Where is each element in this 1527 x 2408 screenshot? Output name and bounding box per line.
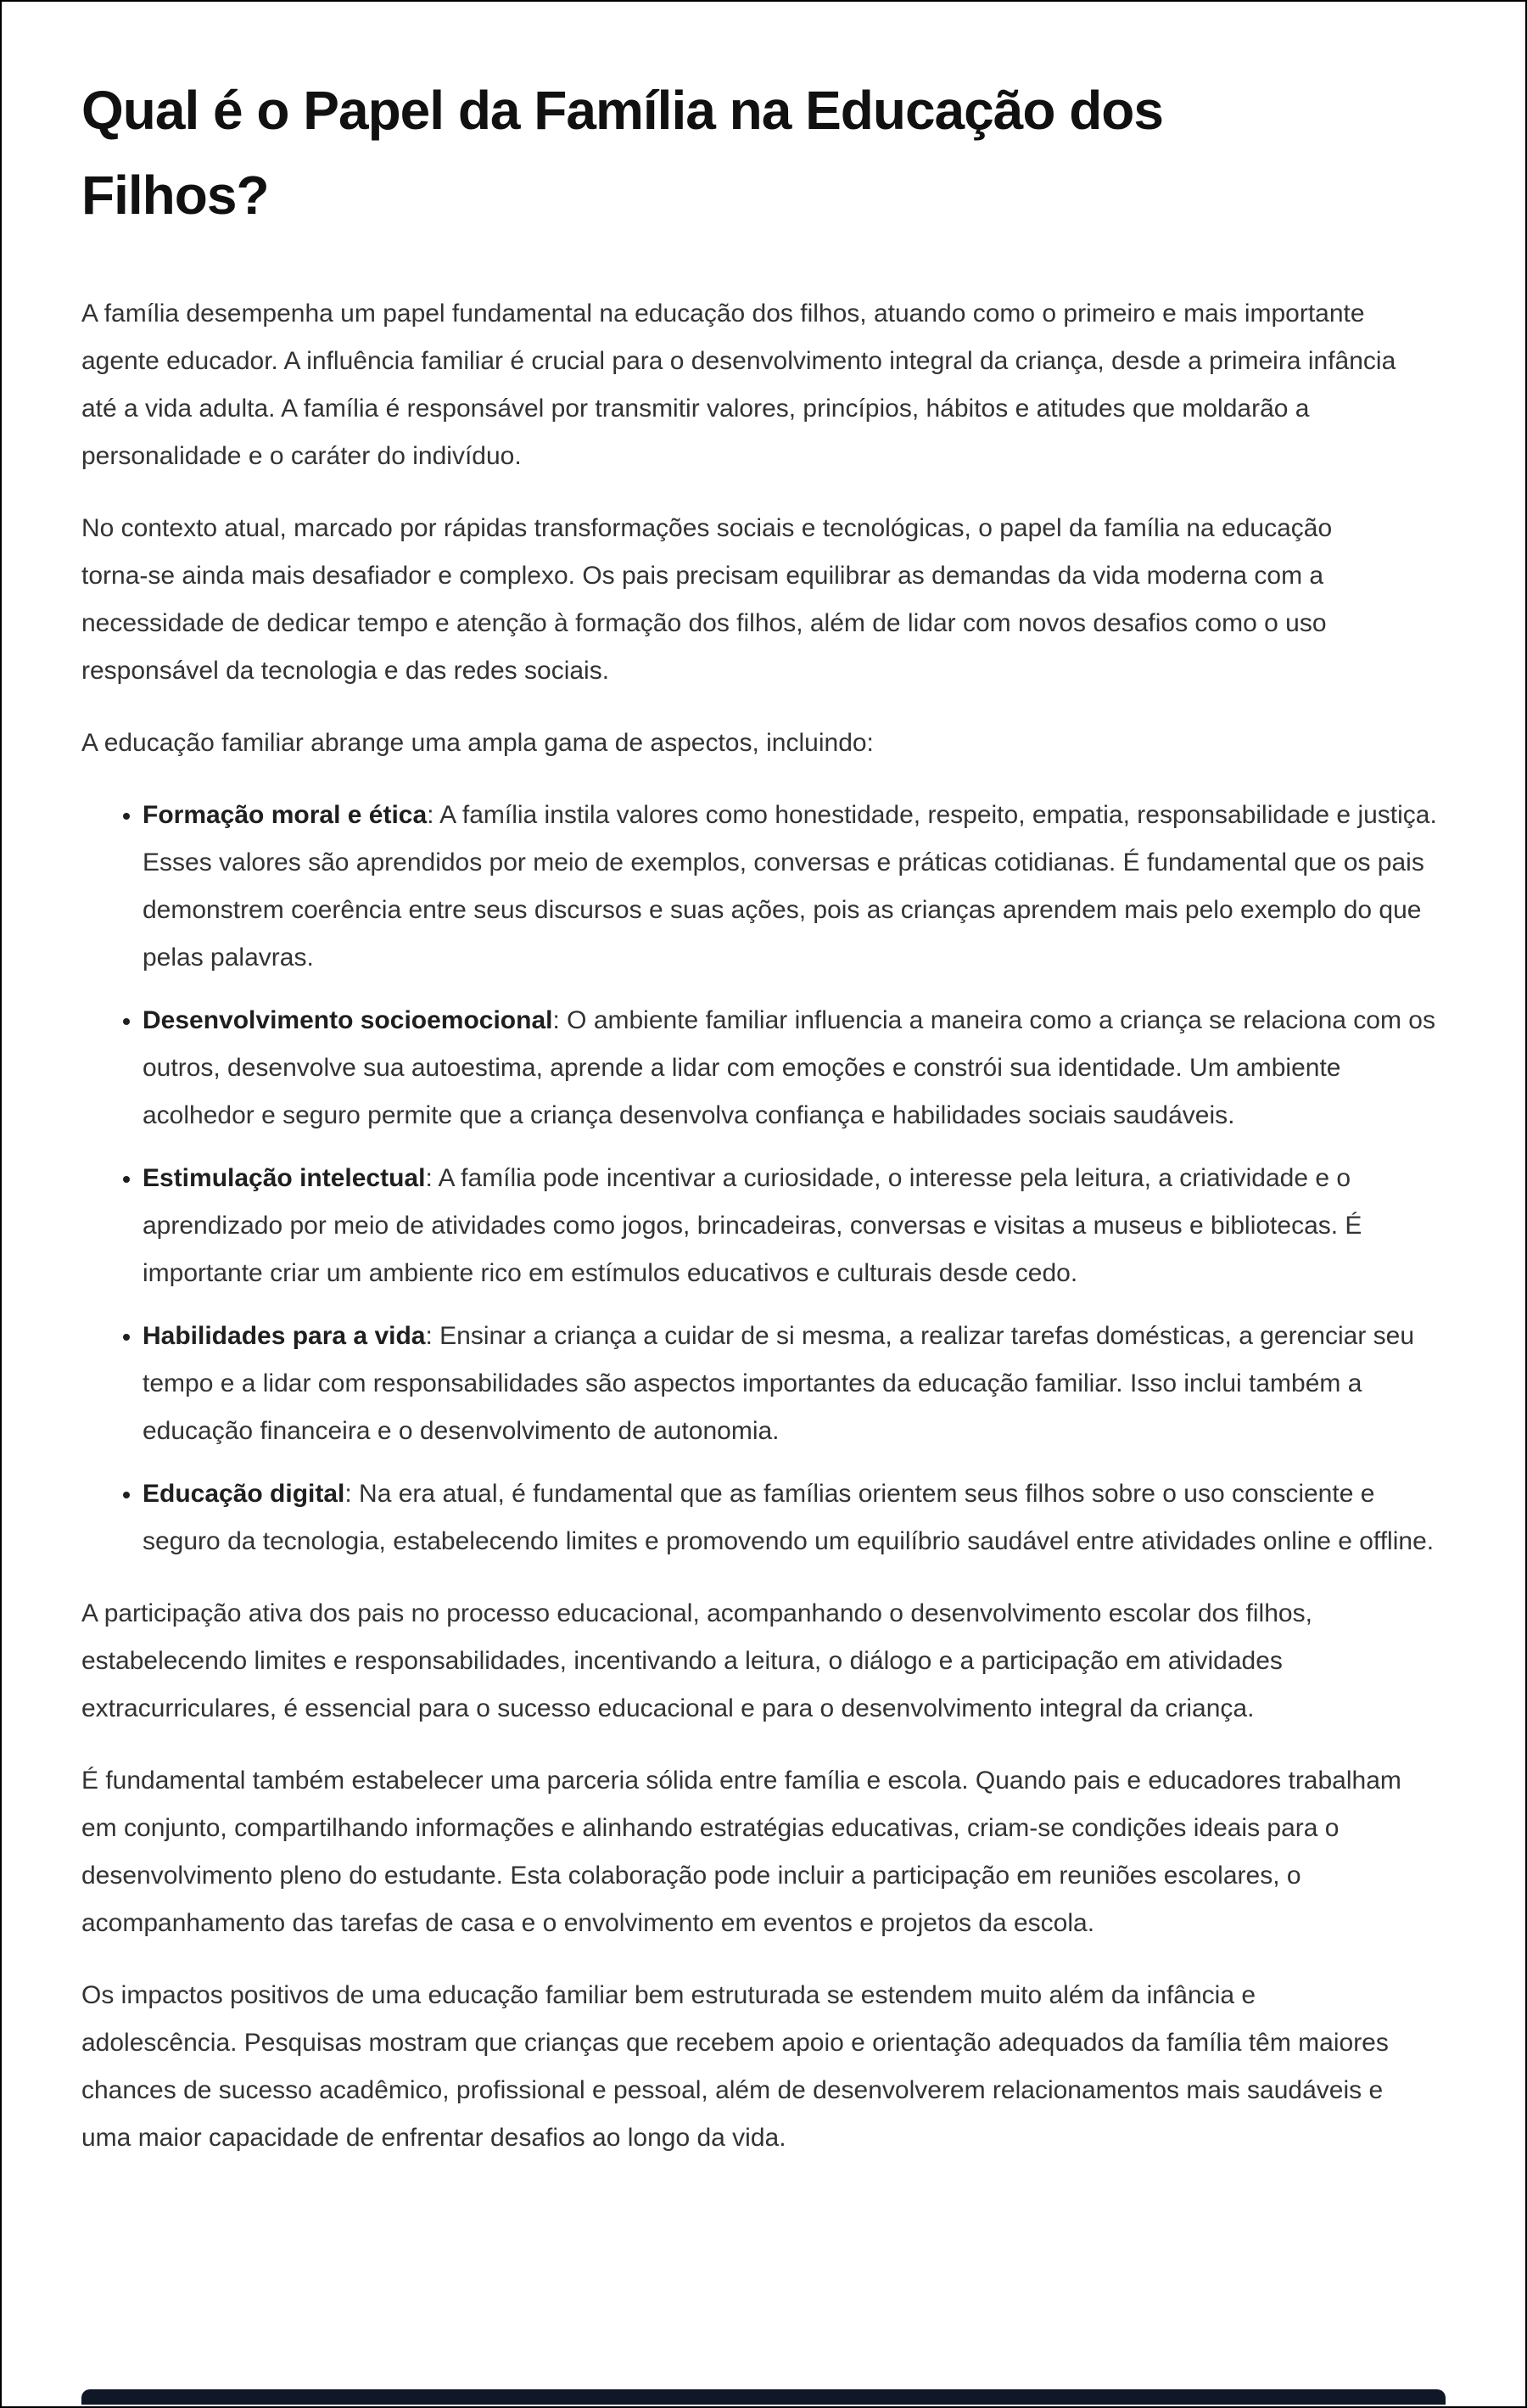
bullet-item [143, 1155, 1446, 1297]
footer-dark-bar [81, 2389, 1446, 2405]
bullet-term: Educação digital [143, 1480, 345, 1508]
bullet-item [143, 1313, 1446, 1455]
list-intro: A educação familiar abrange uma ampla gama de aspectos, incluindo: [81, 729, 874, 757]
bullet-text: : Na era atual, é fundamental que as famílias orientem seus filhos sobre o uso consciente e seguro da tecnologia, estabelecendo limites e promovendo um equilíbrio saudável entre atividades online e offline. [143, 1480, 1435, 1555]
bullet-item [143, 1470, 1446, 1565]
aspects-list [81, 792, 1446, 1565]
bullet-term: Desenvolvimento socioemocional [143, 1006, 553, 1034]
bullet-term: Formação moral e ética [143, 801, 428, 829]
paragraph-5: Os impactos positivos de uma educação familiar bem estruturada se estendem muito além da infância e adolescência. Pesquisas mostram que crianças que recebem apoio e orientação adequados da família têm maiores chances de sucesso acadêmico, profissional e pessoal, além de desenvolverem relacionamentos mais saudáveis e uma maior capacidade de enfrentar desafios ao longo da vida. [81, 1981, 1389, 2152]
page-title: Qual é o Papel da Família na Educação dos Filhos? [81, 80, 1163, 226]
paragraph-4: É fundamental também estabelecer uma parceria sólida entre família e escola. Quando pais e educadores trabalham em conjunto, compartilhando informações e alinhando estratégias educativas, criam-se condições ideais para o desenvolvimento pleno do estudante. Esta colaboração pode incluir a participação em reuniões escolares, o acompanhamento das tarefas de casa e o envolvimento em eventos e projetos da escola. [81, 1767, 1401, 1937]
paragraph-2: No contexto atual, marcado por rápidas transformações sociais e tecnológicas, o papel da família na educação torna-se ainda mais desafiador e complexo. Os pais precisam equilibrar as demandas da vida moderna com a necessidade de dedicar tempo e atenção à formação dos filhos, além de lidar com novos desafios como o uso responsável da tecnologia e das redes sociais. [81, 514, 1333, 685]
paragraph-1: A família desempenha um papel fundamental na educação dos filhos, atuando como o primeiro e mais importante agente educador. A influência familiar é crucial para o desenvolvimento integral da criança, desde a primeira infância até a vida adulta. A família é responsável por transmitir valores, princípios, hábitos e atitudes que moldarão a personalidade e o caráter do indivíduo. [81, 300, 1396, 470]
bullet-text: : A família pode incentivar a curiosidade, o interesse pela leitura, a criatividade e o aprendizado por meio de atividades como jogos, brincadeiras, conversas e visitas a museus e bibliotecas. É importante criar um ambiente rico em estímulos educativos e culturais desde cedo. [143, 1164, 1362, 1287]
article-content [2, 2, 1525, 2162]
paragraph-3: A participação ativa dos pais no processo educacional, acompanhando o desenvolvimento escolar dos filhos, estabelecendo limites e responsabilidades, incentivando a leitura, o diálogo e a participação em atividades extracurriculares, é essencial para o sucesso educacional e para o desenvolvimento integral da criança. [81, 1599, 1312, 1722]
bullet-item [143, 997, 1446, 1140]
bullet-term: Habilidades para a vida [143, 1322, 426, 1350]
bullet-text: : O ambiente familiar influencia a maneira como a criança se relaciona com os outros, desenvolve sua autoestima, aprende a lidar com emoções e constrói sua identidade. Um ambiente acolhedor e seguro permite que a criança desenvolva confiança e habilidades sociais saudáveis. [143, 1006, 1435, 1129]
bullet-item [143, 792, 1446, 982]
bullet-text: : A família instila valores como honestidade, respeito, empatia, responsabilidade e justiça. Esses valores são aprendidos por meio de exemplos, conversas e práticas cotidianas. É fundamental que os pais demonstrem coerência entre seus discursos e suas ações, pois as crianças aprendem mais pelo exemplo do que pelas palavras. [143, 801, 1437, 972]
bullet-text: : Ensinar a criança a cuidar de si mesma, a realizar tarefas domésticas, a gerenciar seu tempo e a lidar com responsabilidades são aspectos importantes da educação familiar. Isso inclui também a educação financeira e o desenvolvimento de autonomia. [143, 1322, 1415, 1445]
bullet-term: Estimulação intelectual [143, 1164, 426, 1192]
